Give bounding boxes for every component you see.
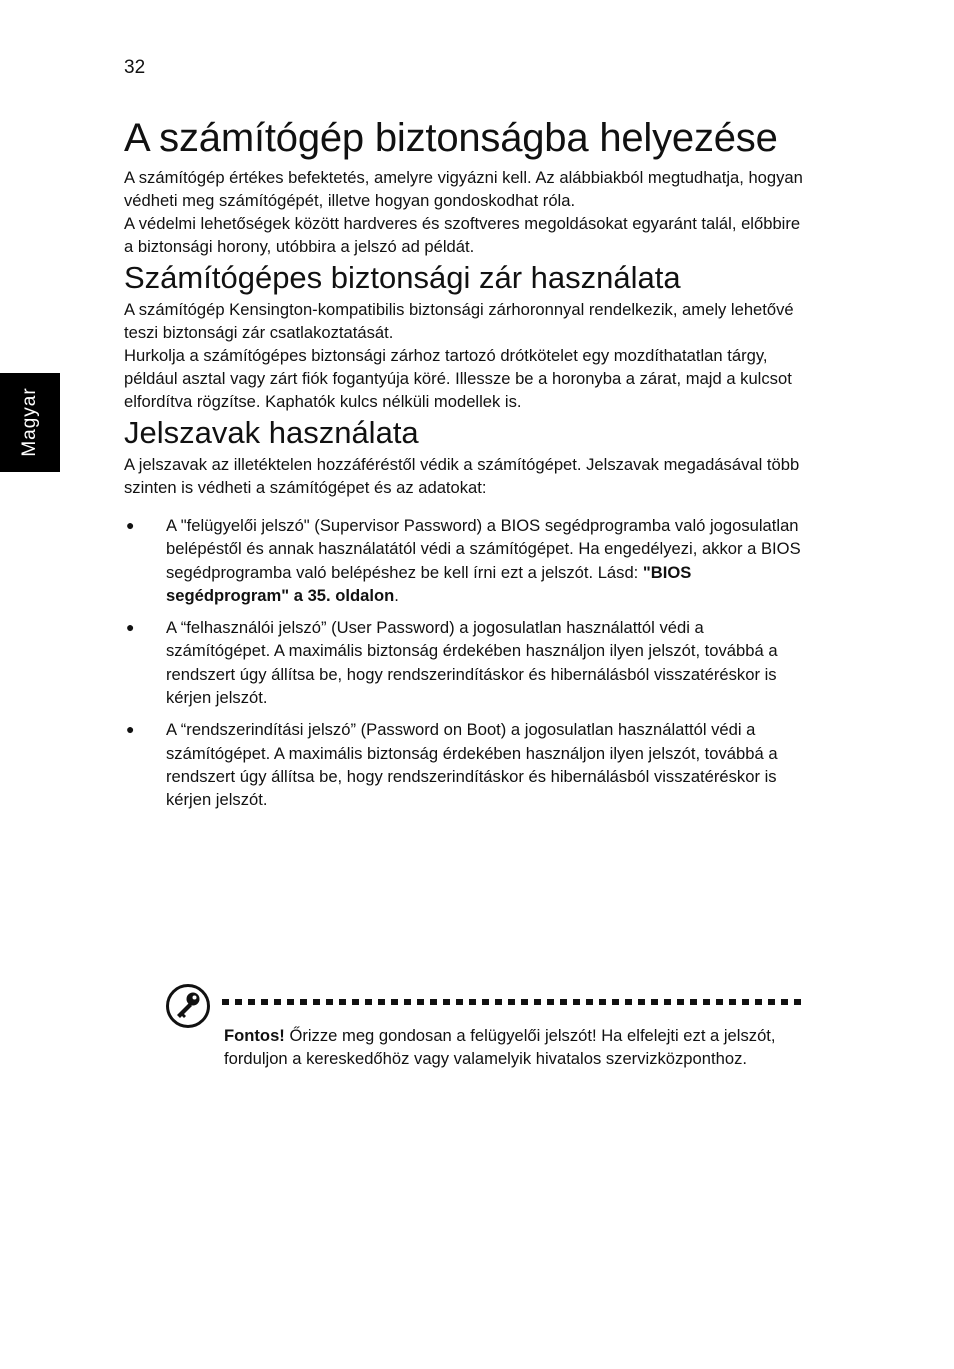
security-lock-paragraph: Hurkolja a számítógépes biztonsági zárhoz tartozó drótkötelet egy mozdíthatatlan tárgy, például asztal vagy zárt fiók fogantyúja köré. Illessze be a horonyba a zárat, majd a kulcsot elfordítva rögzítse. Kaphatók kulcs nélküli modellek is. [124,346,792,411]
side-tab-label: Magyar [19,387,40,457]
main-content [124,110,809,821]
password-types-list [124,514,809,812]
intro-paragraph: A védelmi lehetőségek között hardveres és szoftveres megoldásokat egyaránt talál, előbbire a biztonsági horony, utóbbira a jelszó ad példát. [124,214,801,256]
note-label: Fontos! [224,1026,285,1045]
page-title: A számítógép biztonságba helyezése [124,116,778,160]
note-text [224,1024,804,1070]
language-side-tab [0,373,60,472]
intro-paragraph: A számítógép értékes befektetés, amelyre vigyázni kell. Az alábbiakból megtudhatja, hogyan védheti meg számítógépét, illetve hogyan gondoskodhat róla. [124,168,803,210]
page-number: 32 [124,57,146,78]
bullet-icon: ● [126,517,135,533]
list-item [124,616,809,709]
section-title-passwords: Jelszavak használata [124,415,419,450]
bios-utility-cross-reference[interactable]: "BIOS segédprogram" a 35. oldalon [166,562,692,605]
list-item-text: A “felhasználói jelszó” (User Password) a jogosulatlan használattól védi a számítógépet. A maximális biztonság érdekében használjon ilyen jelszót, továbbá a rendszert úgy állítsa be, hogy rendszerindításkor és hibernálásból visszatéréskor is kérjen jelszót. [166,618,778,708]
key-icon [166,984,210,1028]
security-lock-paragraph: A számítógép Kensington-kompatibilis biztonsági zárhoronnyal rendelkezik, amely lehetővé teszi biztonsági zár csatlakoztatását. [124,300,794,342]
list-item-text: A “rendszerindítási jelszó” (Password on Boot) a jogosulatlan használattól védi a számítógépet. A maximális biztonság érdekében használjon ilyen jelszót, továbbá a rendszert úgy állítsa be, hogy rendszerindításkor és hibernálásból visszatéréskor is kérjen jelszót. [166,720,778,810]
bullet-icon: ● [126,619,135,636]
list-item [124,514,809,607]
list-item [124,718,809,811]
list-item-text-end: . [394,585,399,605]
bullet-icon: ● [126,721,135,738]
section-title-security-lock: Számítógépes biztonsági zár használata [124,260,681,295]
list-item-text: A "felügyelői jelszó" (Supervisor Password) a BIOS segédprogramba való jogosulatlan belépéstől és annak használatától védi a számítógépet. Ha engedélyezi, akkor a BIOS segédprogramba való belépéshez be kell írni ezt a jelszót. Lásd: [166,516,801,582]
dotted-divider [222,999,806,1005]
note-body: Őrizze meg gondosan a felügyelői jelszót! Ha elfelejti ezt a jelszót, forduljon a kereskedőhöz vagy valamelyik hivatalos szervizközponthoz. [224,1026,776,1068]
passwords-paragraph: A jelszavak az illetéktelen hozzáféréstől védik a számítógépet. Jelszavak megadásával több szinten is védheti a számítógépet és az adatokat: [124,455,800,497]
